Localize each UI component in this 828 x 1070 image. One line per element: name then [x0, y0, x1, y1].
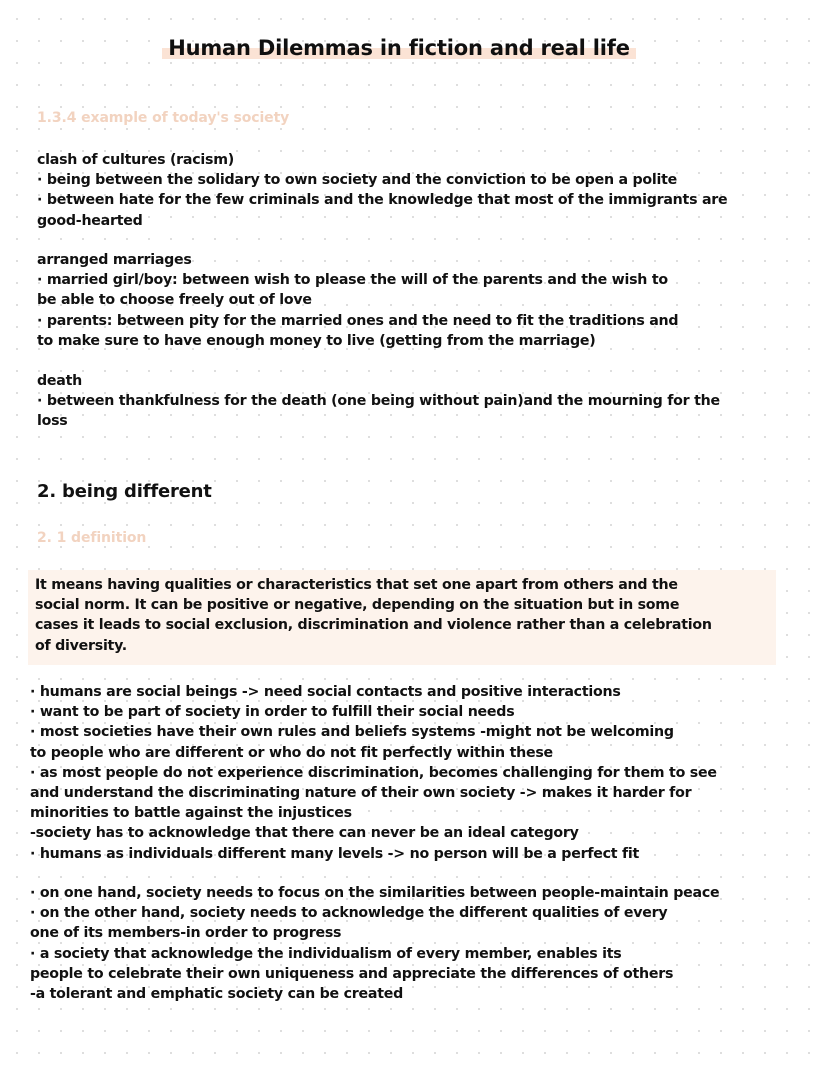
- text-line: · between hate for the few criminals and the knowledge that most of the immigrants are: [37, 192, 728, 209]
- text-line: loss: [37, 413, 68, 430]
- section-heading-being-different: 2. being different: [37, 481, 212, 502]
- subheading-1-3-4: 1.3.4 example of today's society: [37, 110, 290, 126]
- text-line: to make sure to have enough money to live (getting from the marriage): [37, 332, 596, 349]
- text-line: arranged marriages: [37, 252, 192, 268]
- text-line: people to celebrate their own uniqueness and appreciate the differences of others: [30, 965, 674, 982]
- text-line: · being between the solidary to own society and the conviction to be open a polite: [37, 172, 678, 189]
- text-line: clash of cultures (racism): [37, 152, 234, 168]
- text-line: · parents: between pity for the married ones and the need to fit the traditions and: [37, 312, 679, 329]
- text-line: · on the other hand, society needs to acknowledge the different qualities of every: [30, 905, 668, 922]
- text-line: It means having qualities or characteristics that set one apart from others and the: [35, 577, 678, 593]
- text-line: minorities to battle against the injustices: [30, 805, 352, 822]
- group-arranged-marriages: [37, 250, 678, 351]
- subheading-definition: 2. 1 definition: [37, 530, 147, 546]
- text-line: cases it leads to social exclusion, discrimination and violence rather than a celebration: [35, 617, 712, 634]
- definition-text: [35, 575, 712, 656]
- text-line: · humans are social beings -> need social contacts and positive interactions: [30, 684, 621, 700]
- text-line: and understand the discriminating nature of their own society -> makes it harder for: [30, 784, 692, 801]
- text-line: · on one hand, society needs to focus on the similarities between people-maintain peace: [30, 885, 720, 901]
- text-line: · most societies have their own rules and beliefs systems -might not be welcoming: [30, 724, 674, 741]
- text-line: · a society that acknowledge the individualism of every member, enables its: [30, 945, 622, 962]
- text-line: of diversity.: [35, 637, 127, 654]
- points-list: [30, 682, 717, 864]
- group-clash-of-cultures: [37, 150, 727, 231]
- society-list: [30, 883, 719, 1004]
- text-line: · married girl/boy: between wish to please the will of the parents and the wish to: [37, 272, 668, 289]
- text-line: one of its members-in order to progress: [30, 925, 342, 942]
- text-line: -a tolerant and emphatic society can be created: [30, 985, 404, 1002]
- text-line: to people who are different or who do not fit perfectly within these: [30, 744, 553, 761]
- group-death: [37, 371, 720, 432]
- text-line: good-hearted: [37, 212, 143, 229]
- page-title: Human Dilemmas in fiction and real life: [162, 36, 636, 60]
- title-container: [0, 36, 828, 60]
- text-line: · as most people do not experience discrimination, becomes challenging for them to see: [30, 764, 717, 781]
- text-line: · want to be part of society in order to fulfill their social needs: [30, 704, 515, 721]
- text-line: death: [37, 373, 82, 389]
- text-line: -society has to acknowledge that there can never be an ideal category: [30, 825, 579, 842]
- text-line: · between thankfulness for the death (one being without pain)and the mourning for the: [37, 393, 720, 410]
- definition-callout: [28, 570, 776, 665]
- text-line: · humans as individuals different many levels -> no person will be a perfect fit: [30, 845, 640, 862]
- text-line: be able to choose freely out of love: [37, 292, 312, 309]
- text-line: social norm. It can be positive or negative, depending on the situation but in some: [35, 597, 680, 614]
